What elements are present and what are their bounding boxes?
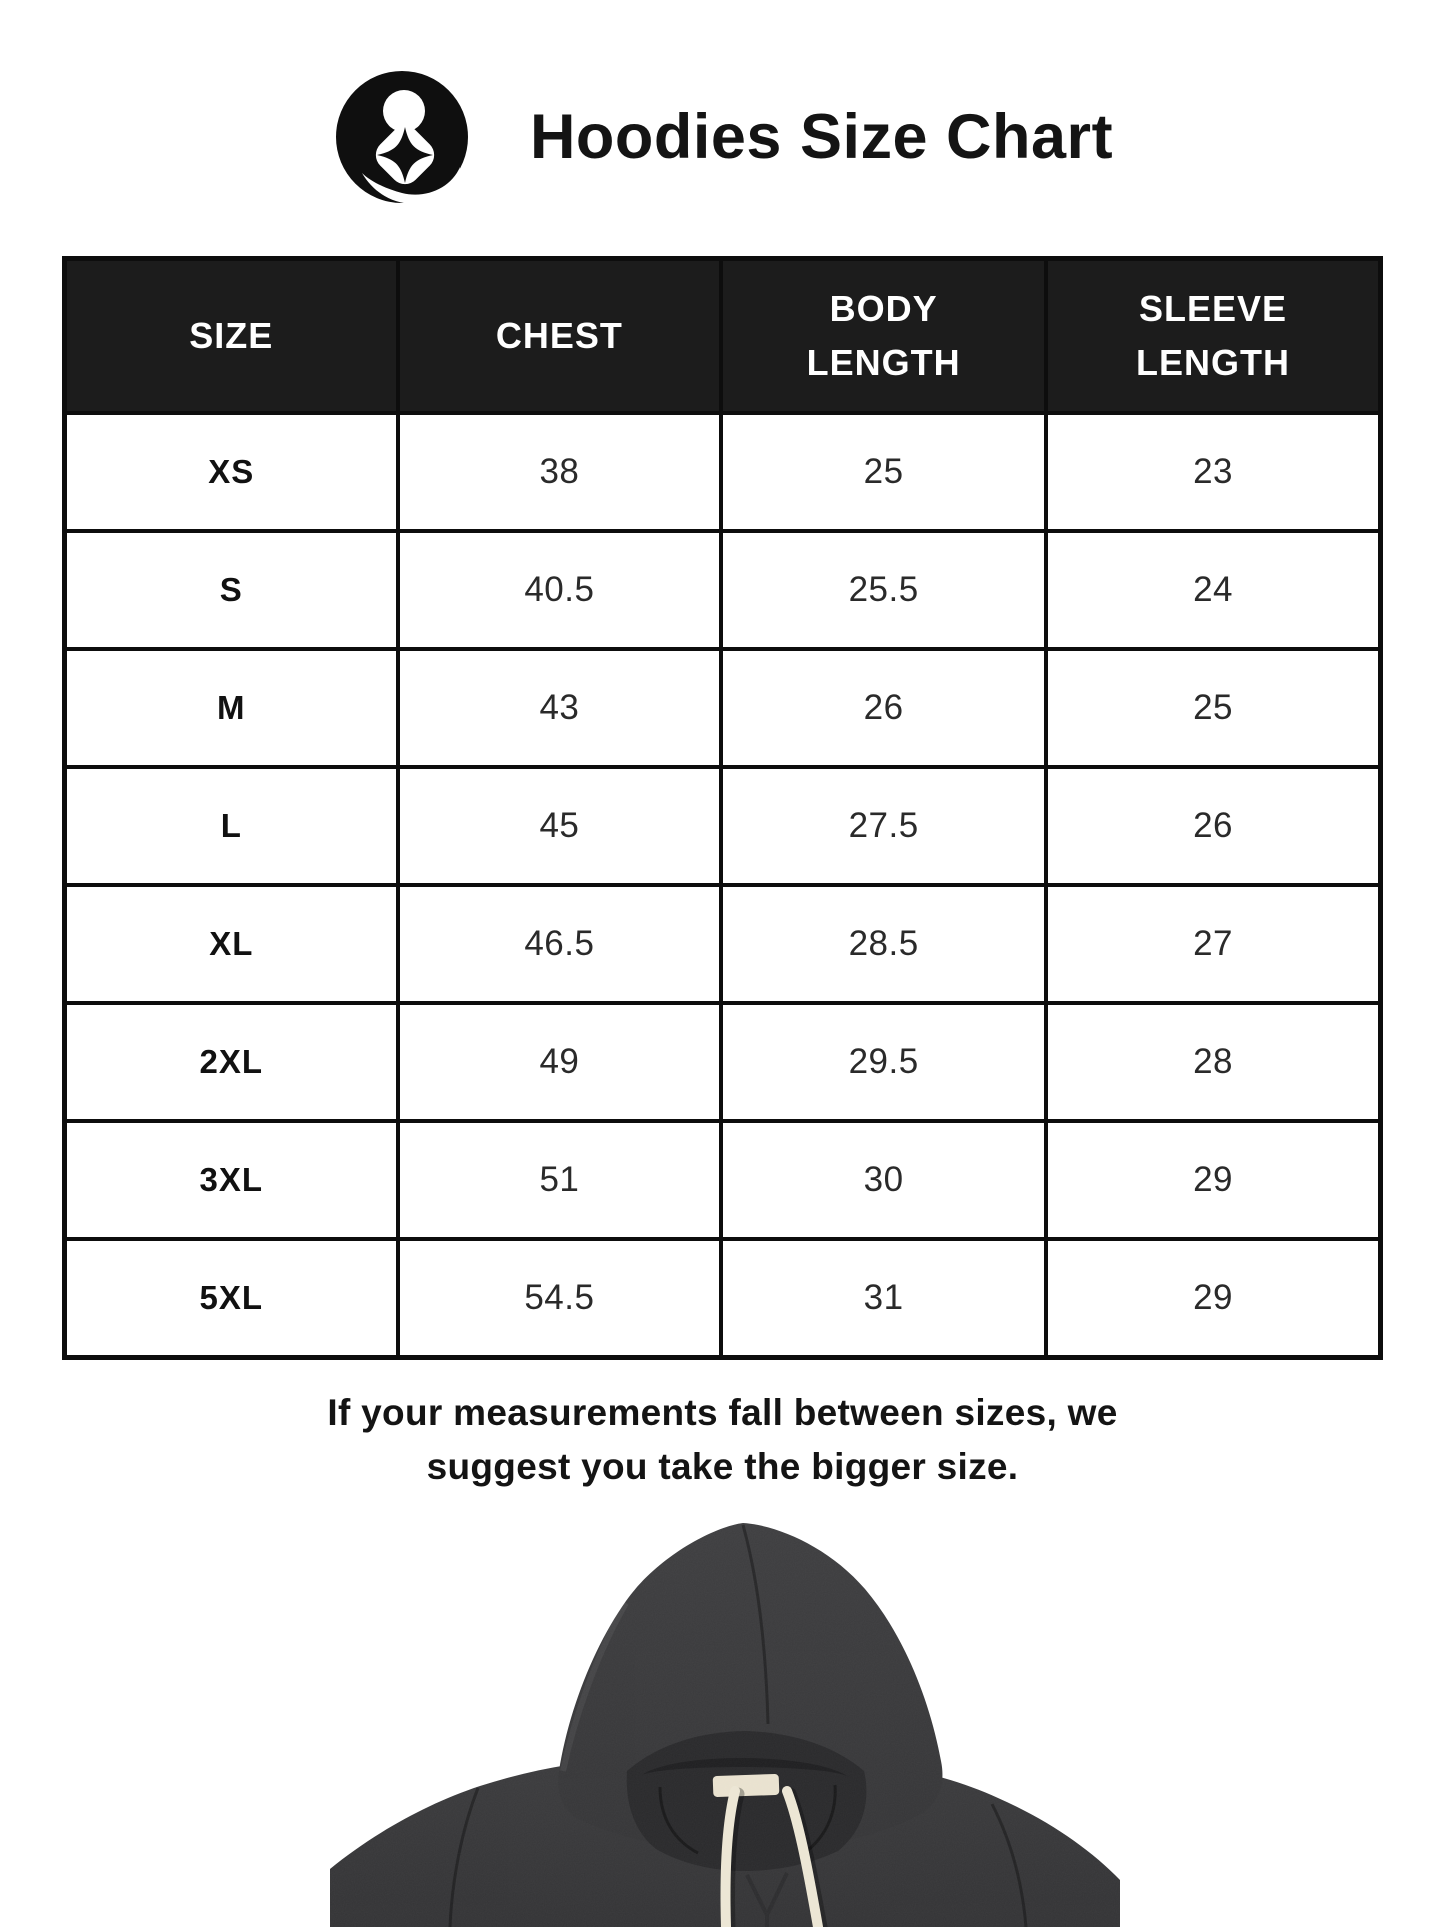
size-cell: XS <box>65 413 398 531</box>
sizing-note <box>0 1386 1445 1493</box>
chest-cell: 51 <box>398 1121 722 1239</box>
body-length-cell: 25 <box>721 413 1046 531</box>
table-row <box>65 649 1381 767</box>
size-table-wrap <box>62 256 1383 1360</box>
size-cell: 5XL <box>65 1239 398 1358</box>
chest-cell: 43 <box>398 649 722 767</box>
size-cell: S <box>65 531 398 649</box>
sleeve-length-cell: 25 <box>1046 649 1380 767</box>
body-length-cell: 28.5 <box>721 885 1046 1003</box>
sleeve-length-cell: 29 <box>1046 1121 1380 1239</box>
chest-cell: 54.5 <box>398 1239 722 1358</box>
sizing-note-line-1: If your measurements fall between sizes, we <box>327 1392 1118 1433</box>
size-chart-table <box>62 256 1383 1360</box>
chest-cell: 40.5 <box>398 531 722 649</box>
table-row <box>65 413 1381 531</box>
sleeve-length-cell: 26 <box>1046 767 1380 885</box>
size-cell: M <box>65 649 398 767</box>
sleeve-length-cell: 23 <box>1046 413 1380 531</box>
body-length-cell: 31 <box>721 1239 1046 1358</box>
table-row <box>65 1121 1381 1239</box>
sleeve-length-cell: 24 <box>1046 531 1380 649</box>
page-title: Hoodies Size Chart <box>529 101 1114 172</box>
table-row <box>65 1003 1381 1121</box>
body-length-cell: 25.5 <box>721 531 1046 649</box>
brand-header <box>0 64 1445 209</box>
size-cell: L <box>65 767 398 885</box>
table-row <box>65 885 1381 1003</box>
sleeve-length-cell: 29 <box>1046 1239 1380 1358</box>
sleeve-length-cell: 27 <box>1046 885 1380 1003</box>
body-length-cell: 27.5 <box>721 767 1046 885</box>
chest-cell: 38 <box>398 413 722 531</box>
table-row <box>65 767 1381 885</box>
column-header-sleeve-length: SLEEVE LENGTH <box>1046 259 1380 414</box>
size-cell: 3XL <box>65 1121 398 1239</box>
sizing-note-line-2: suggest you take the bigger size. <box>426 1445 1019 1487</box>
sleeve-length-cell: 28 <box>1046 1003 1380 1121</box>
column-header-chest: CHEST <box>398 259 722 414</box>
size-cell: XL <box>65 885 398 1003</box>
body-length-cell: 29.5 <box>721 1003 1046 1121</box>
header-row <box>65 259 1381 414</box>
chest-cell: 46.5 <box>398 885 722 1003</box>
brand-logo-icon <box>332 67 472 207</box>
body-length-cell: 30 <box>721 1121 1046 1239</box>
column-header-size: SIZE <box>65 259 398 414</box>
table-row <box>65 531 1381 649</box>
size-cell: 2XL <box>65 1003 398 1121</box>
chest-cell: 49 <box>398 1003 722 1121</box>
chest-cell: 45 <box>398 767 722 885</box>
hoodie-photo <box>330 1519 1120 1927</box>
table-row <box>65 1239 1381 1358</box>
column-header-body-length: BODY LENGTH <box>721 259 1046 414</box>
body-length-cell: 26 <box>721 649 1046 767</box>
